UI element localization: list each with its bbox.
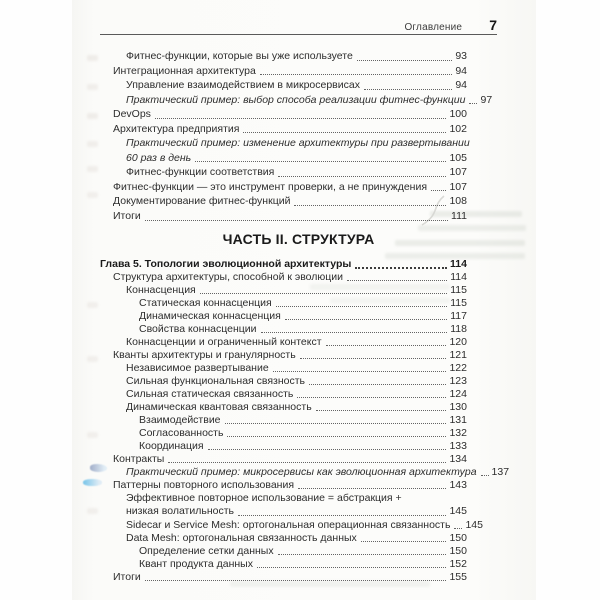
dot-leader (285, 319, 447, 320)
toc-page-number: 134 (449, 453, 467, 466)
toc-entry-title: Контракты (113, 453, 165, 466)
toc-entry-title: Фитнес-функции — это инструмент проверки, а не принуждения (113, 180, 428, 193)
dot-leader (195, 161, 446, 162)
dot-leader (431, 190, 446, 191)
dot-leader (145, 220, 448, 221)
dot-leader (326, 345, 447, 346)
toc-page-number: 122 (449, 361, 467, 374)
toc-entry (100, 453, 497, 466)
toc-entry-title: Независимое развертывание (126, 361, 269, 374)
toc-page-number: 107 (449, 180, 467, 193)
toc-entry (100, 375, 497, 388)
dot-leader (355, 267, 447, 269)
toc-page-number: 93 (455, 50, 467, 62)
toc-entry-title: Согласованность (139, 427, 224, 440)
toc-entry-title: Динамическая коннасценция (139, 309, 281, 322)
toc-page-number: 130 (449, 401, 467, 414)
dot-leader (294, 205, 446, 206)
toc-entry-title: Практический пример: выбор способа реализации фитнес-функции (126, 93, 466, 106)
toc-entry-title: Структура архитектуры, способной к эволюции (113, 270, 344, 283)
toc-page-number: 94 (455, 64, 467, 77)
toc-entry-title: Итоги (113, 210, 141, 223)
bleed-through-mark (87, 166, 98, 172)
running-head-rule (100, 34, 497, 35)
dot-leader (273, 371, 447, 372)
toc-entry-title: Динамическая квантовая связанность (126, 401, 312, 414)
toc-entry (100, 532, 497, 545)
toc-page-number: 117 (450, 309, 467, 322)
toc-page-number: 137 (491, 466, 510, 479)
dot-leader (361, 541, 447, 542)
dot-leader (243, 132, 446, 133)
toc-page-number: 114 (450, 270, 467, 283)
dot-leader (364, 89, 452, 90)
toc-entry-title: Фитнес-функции соответствия (126, 166, 275, 179)
running-head (100, 17, 497, 33)
dot-leader (238, 515, 446, 516)
bleed-through-mark (87, 84, 98, 90)
toc-entry-title: Коннасценция (126, 283, 196, 296)
toc-entry (100, 49, 497, 64)
dot-leader (316, 410, 447, 411)
toc-entry (100, 209, 497, 224)
toc-page-number: 111 (451, 210, 467, 223)
toc-entry (100, 284, 497, 297)
toc-entry-title: Глава 5. Топологии эволюционной архитектуры (100, 257, 352, 270)
toc-page-number: 118 (450, 322, 467, 335)
part-heading: ЧАСТЬ II. СТРУКТУРА (222, 230, 375, 247)
dot-leader (309, 384, 446, 385)
toc-entry-title: Статическая коннасценция (139, 296, 272, 309)
folio-page-number: 7 (489, 17, 497, 33)
toc-page-number: 97 (480, 93, 493, 106)
bleed-through-mark (87, 113, 98, 119)
toc-entry-title: Управление взаимодействием в микросервисах (126, 79, 360, 92)
toc-entry (100, 310, 497, 323)
toc-entry (100, 151, 497, 166)
toc-entry (100, 297, 497, 310)
dot-leader (227, 436, 446, 437)
toc-entry (100, 388, 497, 401)
toc-entry (100, 545, 497, 558)
toc-entry (100, 78, 497, 93)
toc-entry-title: Итоги (113, 570, 141, 583)
toc-entry-title: DevOps (113, 108, 151, 121)
toc-entry-title: Эффективное повторное использование = абстракция + (126, 492, 402, 505)
bleed-through-mark (87, 55, 98, 61)
toc-entry (100, 427, 497, 440)
running-title: Оглавление (404, 22, 463, 33)
toc-entry (100, 194, 497, 209)
dot-leader (278, 176, 446, 177)
toc-entry (100, 180, 497, 195)
toc-entry-title: Сильная функциональная связность (126, 374, 306, 387)
dot-leader (257, 567, 446, 568)
toc-entry (100, 492, 497, 505)
bleed-through-mark (87, 508, 98, 514)
toc-entry-title: Взаимодействие (139, 414, 221, 427)
toc-entry (100, 122, 497, 137)
toc-entry (100, 519, 497, 532)
dot-leader (278, 554, 447, 555)
table-of-contents (100, 49, 510, 584)
toc-entry (100, 505, 497, 518)
dot-leader (200, 293, 448, 294)
bleed-through-mark (87, 302, 98, 308)
dot-leader (168, 462, 446, 463)
toc-page-number: 114 (450, 257, 467, 270)
dot-leader (357, 60, 452, 61)
dot-leader (297, 397, 446, 398)
toc-entry-title: Свойства коннасценции (139, 322, 257, 335)
bleed-through-mark (87, 432, 98, 438)
toc-entry (100, 165, 497, 180)
toc-entry (100, 258, 497, 271)
dot-leader (469, 103, 477, 104)
toc-page-number: 115 (450, 296, 467, 309)
toc-entry (100, 466, 510, 479)
toc-page-number: 155 (449, 570, 467, 583)
toc-chapter4-continuation (100, 49, 497, 224)
toc-entry-title: Кванты архитектуры и гранулярность (113, 348, 296, 361)
dot-leader (481, 475, 489, 476)
toc-entry-title: Квант продукта данных (139, 557, 253, 570)
toc-entry (100, 401, 497, 414)
toc-entry (100, 479, 497, 492)
toc-page-number: 102 (449, 122, 467, 135)
toc-page-number: 121 (449, 348, 467, 361)
toc-entry-title: Практический пример: микросервисы как эволюционная архитектура (126, 466, 477, 479)
toc-entry (100, 93, 497, 108)
toc-page-number: 124 (449, 388, 467, 401)
toc-page-number: 115 (450, 283, 467, 296)
toc-entry-title: Координация (139, 440, 204, 453)
toc-entry-title: Интеграционная архитектура (113, 64, 256, 77)
toc-entry-title: низкая волатильность (126, 505, 234, 518)
dot-leader (225, 423, 447, 424)
toc-entry-title: Определение сетки данных (139, 544, 274, 557)
toc-entry (100, 558, 497, 571)
toc-entry (100, 414, 497, 427)
toc-page-number: 150 (449, 544, 467, 557)
toc-entry (100, 336, 497, 349)
toc-page-number: 94 (455, 79, 467, 92)
toc-page-number: 108 (449, 195, 467, 208)
dot-leader (300, 358, 447, 359)
toc-page-number: 152 (449, 557, 467, 570)
toc-entry (100, 271, 497, 284)
toc-entry (100, 136, 497, 151)
toc-entry-title: Фитнес-функции, которые вы уже используете (126, 50, 353, 62)
bleed-through-mark (87, 356, 98, 362)
toc-page-number: 145 (449, 505, 467, 518)
dot-leader (298, 488, 446, 489)
dot-leader (208, 449, 447, 450)
dot-leader (155, 118, 447, 119)
toc-entry-title: Сильная статическая связанность (126, 388, 294, 401)
toc-page-number: 123 (449, 374, 467, 387)
toc-entry-title: Sidecar и Service Mesh: ортогональная операционная связанность (126, 518, 451, 531)
dot-leader (454, 528, 462, 529)
bleed-through-mark (87, 192, 98, 198)
toc-entry (100, 107, 497, 122)
toc-entry-title: Паттерны повторного использования (113, 479, 295, 492)
toc-entry-title: Data Mesh: ортогональная связанность данных (126, 531, 357, 544)
toc-page-number: 100 (449, 108, 467, 121)
toc-page-number: 107 (449, 166, 467, 179)
toc-entry-title: 60 раз в день (126, 151, 192, 164)
toc-entry (100, 64, 497, 79)
dot-leader (260, 74, 453, 75)
toc-page-number: 105 (449, 151, 467, 164)
toc-page-number: 133 (449, 440, 467, 453)
bleed-through-mark (87, 141, 98, 147)
toc-page-number: 150 (449, 531, 467, 544)
toc-entry-title: Практический пример: изменение архитектуры при развертывании (126, 137, 470, 150)
dot-leader (145, 580, 447, 581)
toc-page-number: 143 (449, 479, 467, 492)
toc-entry (100, 571, 497, 584)
dot-leader (276, 306, 448, 307)
toc-page-number: 120 (449, 335, 467, 348)
dot-leader (347, 280, 447, 281)
toc-entry (100, 349, 497, 362)
toc-entry-title: Документирование фитнес-функций (113, 195, 291, 208)
dot-leader (261, 332, 448, 333)
toc-page-number: 145 (465, 518, 483, 531)
toc-entry (100, 362, 497, 375)
toc-entry-title: Коннасценции и ограниченный контекст (126, 335, 322, 348)
toc-page-number: 132 (449, 427, 467, 440)
toc-entry (100, 440, 497, 453)
toc-entry (100, 323, 497, 336)
toc-part2-chapter5 (100, 257, 510, 584)
toc-entry-title: Архитектура предприятия (113, 122, 240, 135)
toc-page-number: 131 (449, 414, 467, 427)
